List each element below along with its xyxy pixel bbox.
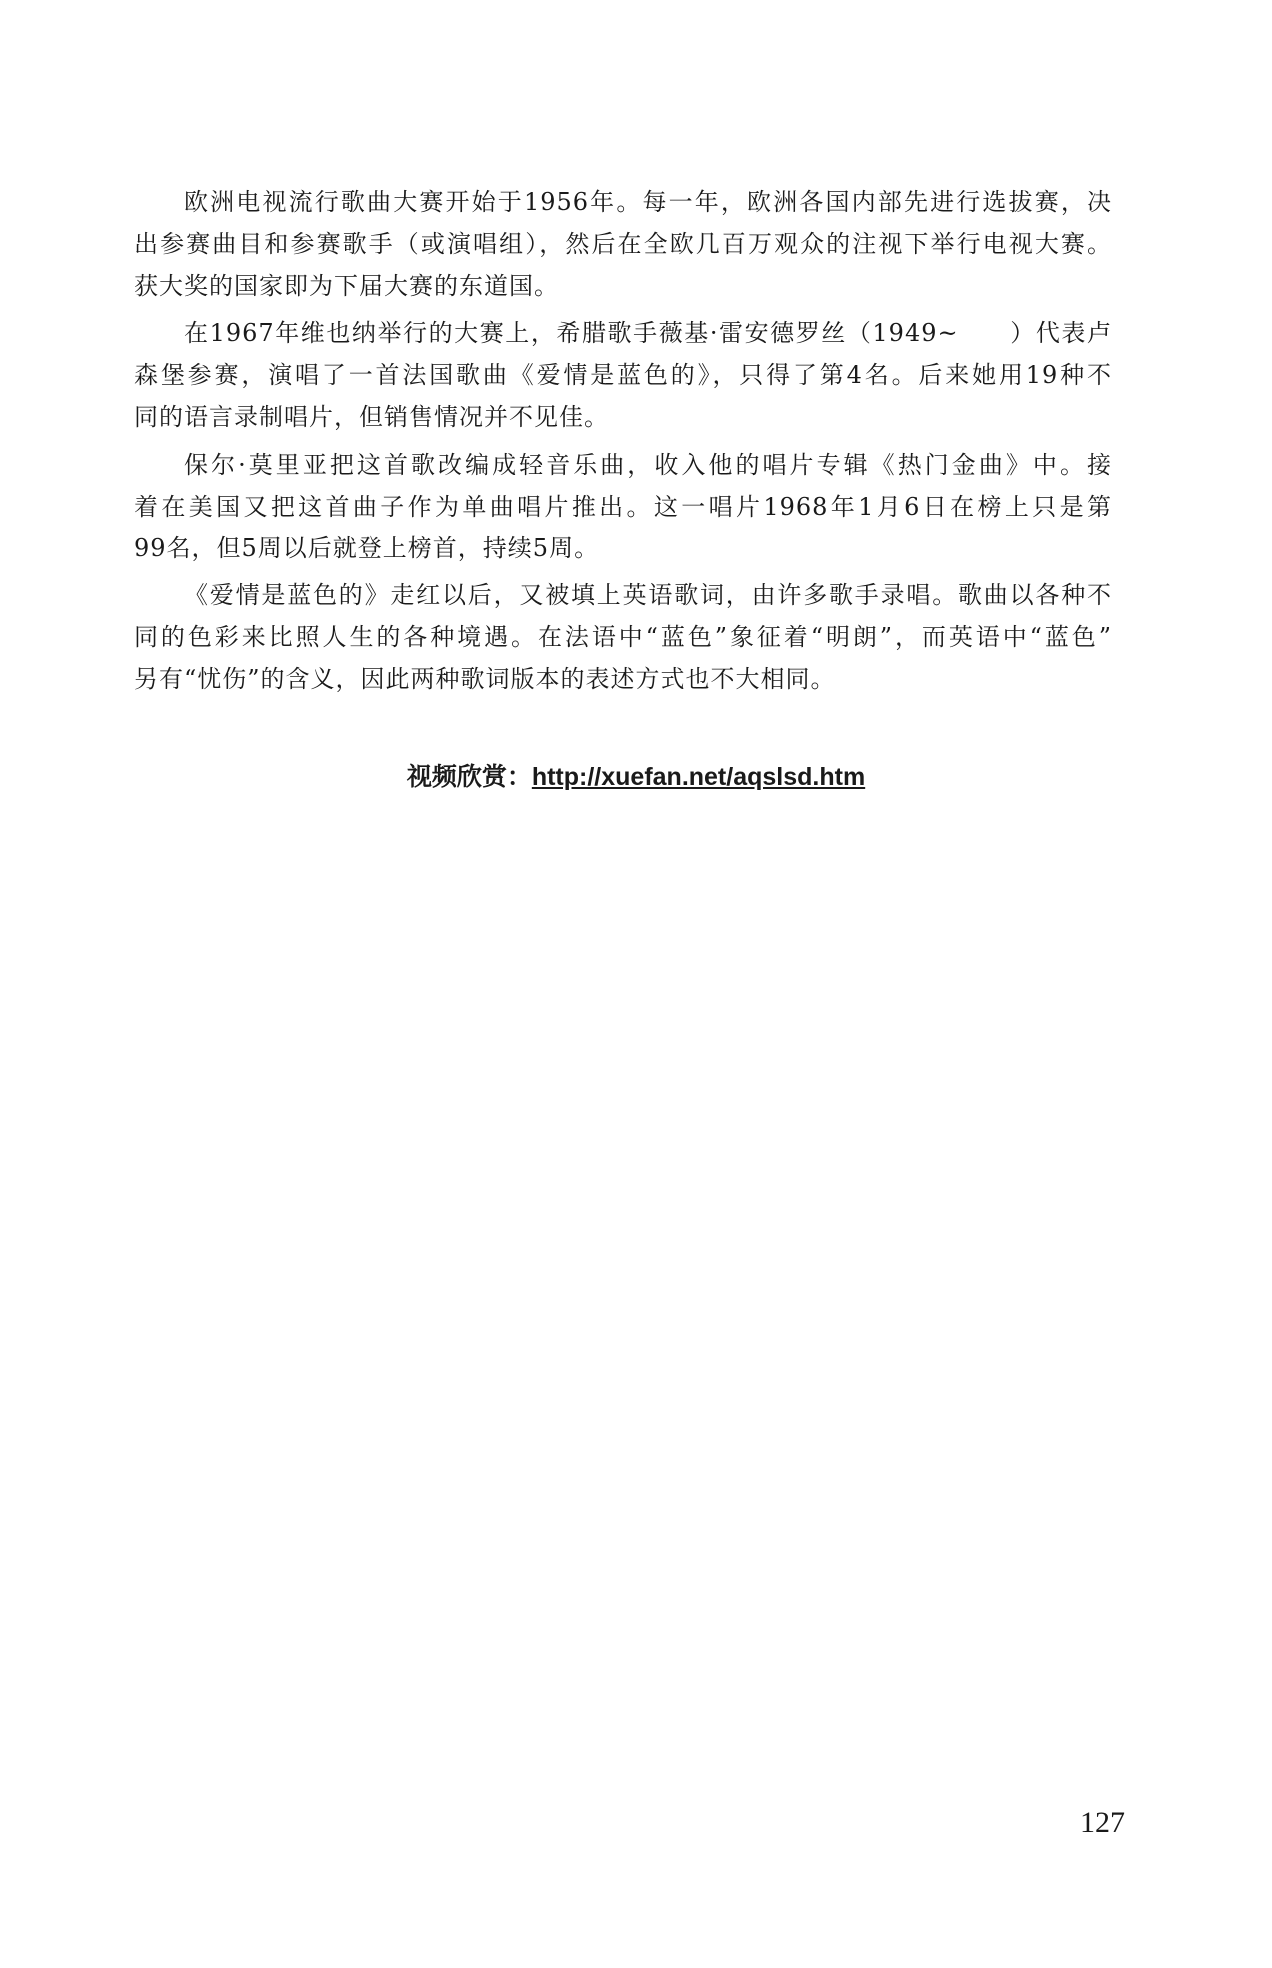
- text-line: 出参赛曲目和参赛歌手（或演唱组），然后在全欧几百万观众的注视下举行电视大赛。: [134, 230, 1112, 258]
- video-link-line: [0, 757, 1272, 793]
- text-line: 在1967年维也纳举行的大赛上，希腊歌手薇基·雷安德罗丝（1949~ ）代表卢: [184, 319, 1112, 347]
- text-line: 同的语言录制唱片，但销售情况并不见佳。: [134, 403, 609, 431]
- text-line: 同的色彩来比照人生的各种境遇。在法语中“蓝色”象征着“明朗”，而英语中“蓝色”: [134, 623, 1112, 651]
- text-line: 另有“忧伤”的含义，因此两种歌词版本的表述方式也不大相同。: [134, 665, 836, 693]
- text-line: 获大奖的国家即为下届大赛的东道国。: [134, 272, 559, 300]
- video-label: 视频欣赏：: [406, 763, 532, 791]
- page-number: 127: [1080, 1806, 1125, 1839]
- text-line: 着在美国又把这首曲子作为单曲唱片推出。这一唱片1968年1月6日在榜上只是第: [134, 493, 1112, 521]
- text-line: 森堡参赛，演唱了一首法国歌曲《爱情是蓝色的》，只得了第4名。后来她用19种不: [134, 361, 1112, 389]
- text-line: 《爱情是蓝色的》走红以后，又被填上英语歌词，由许多歌手录唱。歌曲以各种不: [184, 581, 1112, 609]
- text-line: 保尔·莫里亚把这首歌改编成轻音乐曲，收入他的唱片专辑《热门金曲》中。接: [184, 451, 1112, 479]
- video-url-link[interactable]: http://xuefan.net/aqslsd.htm: [531, 763, 866, 791]
- text-line: 欧洲电视流行歌曲大赛开始于1956年。每一年，欧洲各国内部先进行选拔赛，决: [184, 188, 1112, 216]
- text-line: 99名，但5周以后就登上榜首，持续5周。: [134, 534, 600, 562]
